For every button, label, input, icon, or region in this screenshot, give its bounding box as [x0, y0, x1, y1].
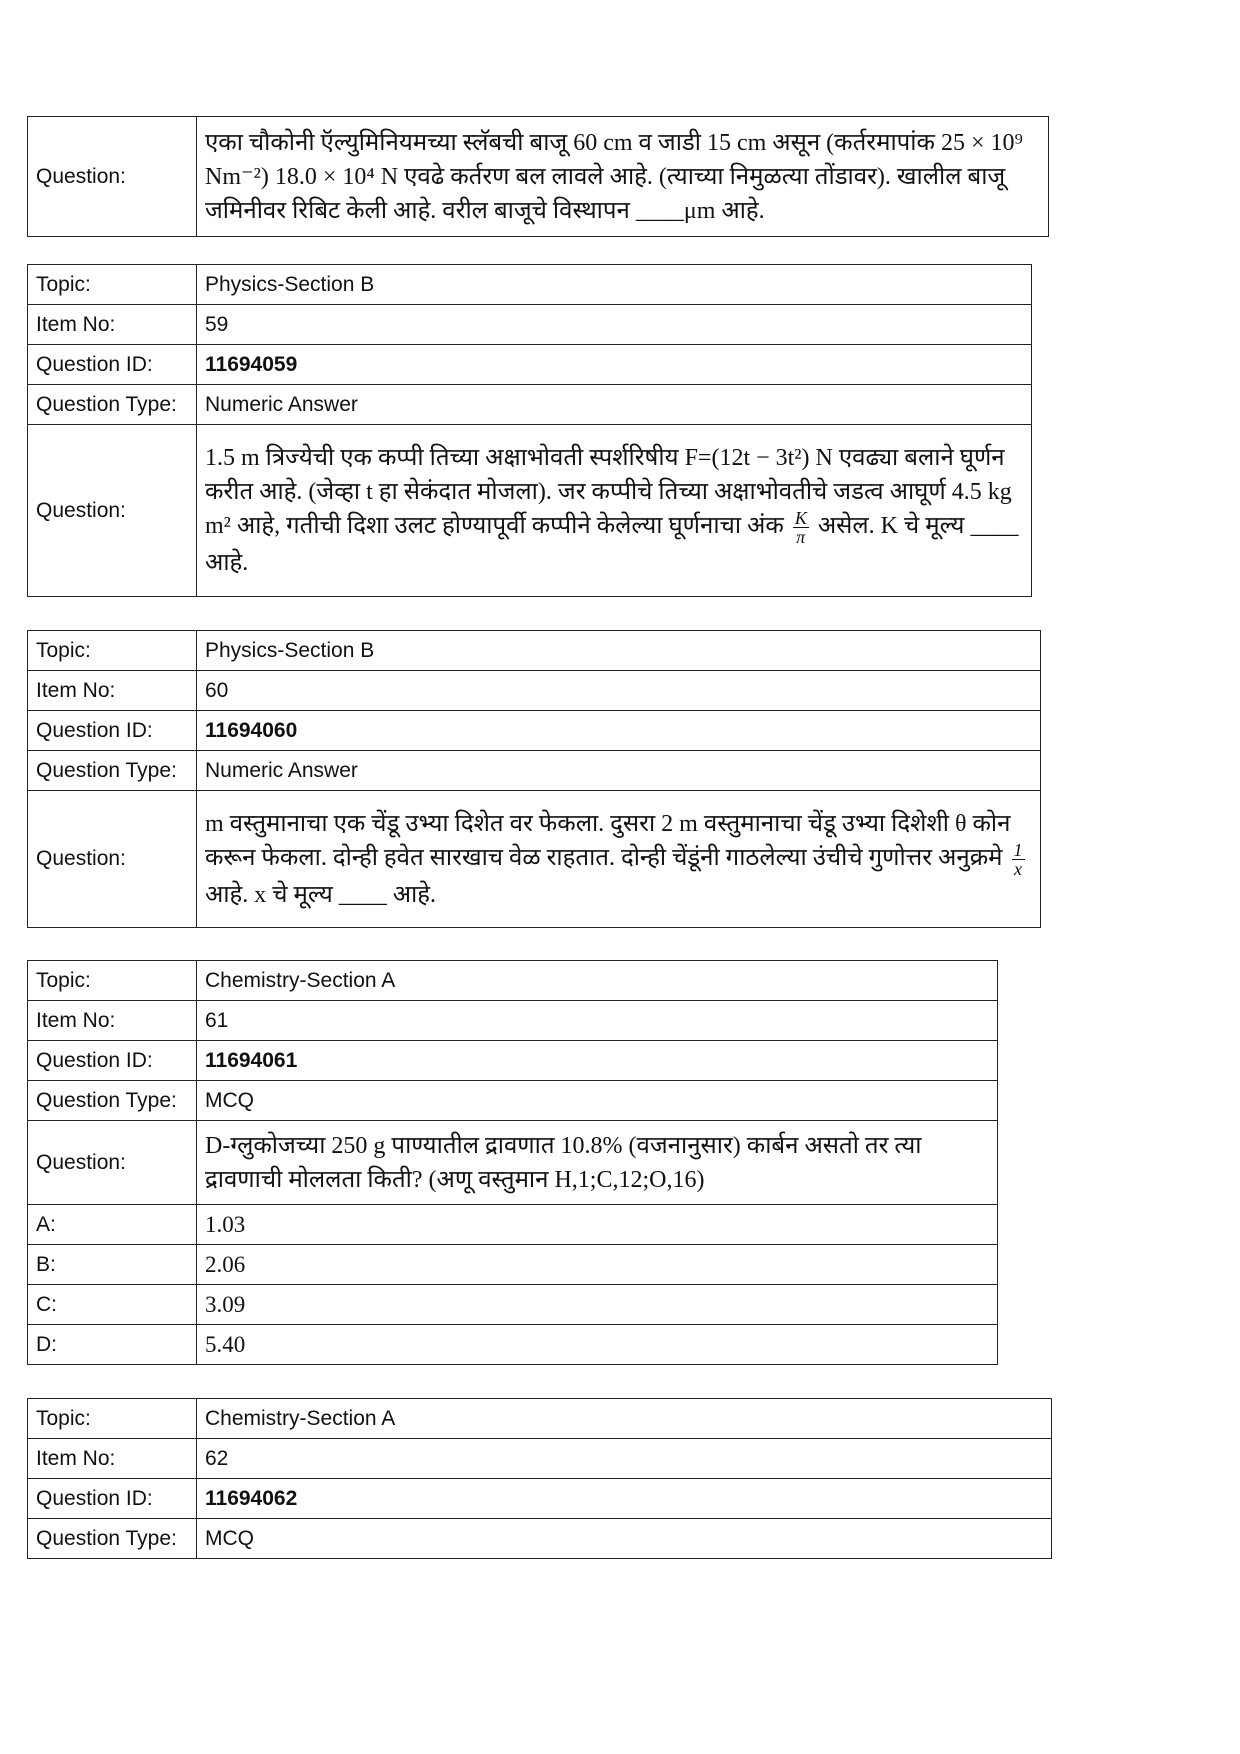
question-type-label: Question Type: [28, 751, 197, 791]
question-body: 1.5 m त्रिज्येची एक कप्पी तिच्या अक्षाभोवती स्पर्शरिषीय F=(12t − 3t²) N एवढ्या बलाने घूर्णन करीत आहे. (जेव्हा t हा सेकंदात मोजला). जर कप्पीचे तिच्या अक्षाभोवतीचे जडत्व आघूर्ण 4.5 kg m² आहे, गतीची दिशा उलट होण्यापूर्वी कप्पीने केलेल्या घूर्णनाचा अंक [205, 445, 1012, 540]
fraction [1012, 841, 1025, 878]
question-text: D-ग्लुकोजच्या 250 g पाण्यातील द्रावणात 10.8% (वजनानुसार) कार्बन असतो तर त्या द्रावणाची मोललता किती? (अणू वस्तुमान H,1;C,12;O,16) [197, 1121, 998, 1205]
fraction-denominator: x [1014, 858, 1022, 879]
topic-value: Chemistry-Section A [197, 961, 998, 1001]
question-type-value: Numeric Answer [197, 751, 1041, 791]
question-id-value: 11694062 [205, 1486, 298, 1510]
option-c-value: 3.09 [197, 1285, 998, 1325]
question-block-61 [27, 960, 998, 1365]
item-no-value: 59 [197, 305, 1032, 345]
item-no-value: 60 [197, 671, 1041, 711]
fraction-denominator: π [796, 527, 806, 547]
topic-label: Topic: [28, 631, 197, 671]
option-a-value: 1.03 [197, 1205, 998, 1245]
item-no-label: Item No: [28, 1439, 197, 1479]
question-tail: असेल. K चे मूल्य ____ आहे. [205, 513, 1019, 576]
option-c-label: C: [28, 1285, 197, 1325]
question-id-label: Question ID: [28, 1479, 197, 1519]
question-id-label: Question ID: [28, 711, 197, 751]
question-id-value: 11694059 [205, 352, 298, 376]
question-label: Question: [28, 425, 197, 597]
question-text [197, 425, 1032, 597]
question-block-62 [27, 1398, 1052, 1559]
topic-label: Topic: [28, 961, 197, 1001]
topic-label: Topic: [28, 1399, 197, 1439]
question-id-label: Question ID: [28, 1041, 197, 1081]
question-label: Question: [28, 117, 197, 237]
topic-label: Topic: [28, 265, 197, 305]
option-d-label: D: [28, 1325, 197, 1365]
fraction-numerator: K [794, 508, 807, 528]
question-text [197, 791, 1041, 928]
item-no-label: Item No: [28, 671, 197, 711]
item-no-label: Item No: [28, 1001, 197, 1041]
question-label: Question: [28, 791, 197, 928]
question-label: Question: [28, 1121, 197, 1205]
question-type-label: Question Type: [28, 1519, 197, 1559]
fraction-numerator: 1 [1013, 839, 1023, 860]
question-type-value: Numeric Answer [197, 385, 1032, 425]
question-type-value: MCQ [197, 1519, 1052, 1559]
topic-value: Chemistry-Section A [197, 1399, 1052, 1439]
question-type-value: MCQ [197, 1081, 998, 1121]
option-b-label: B: [28, 1245, 197, 1285]
item-no-value: 62 [197, 1439, 1052, 1479]
option-b-value: 2.06 [197, 1245, 998, 1285]
question-type-label: Question Type: [28, 1081, 197, 1121]
question-body: m वस्तुमानाचा एक चेंडू उभ्या दिशेत वर फेकला. दुसरा 2 m वस्तुमानाचा चेंडू उभ्या दिशेशी θ कोन करून फेकला. दोन्ही हवेत सारखाच वेळ राहतात. दोन्ही चेंडूंनी गाठलेल्या उंचीचे गुणोत्तर अनुक्रमे [205, 810, 1011, 871]
question-block-59 [27, 264, 1032, 597]
item-no-value: 61 [197, 1001, 998, 1041]
question-id-value: 11694060 [205, 718, 298, 742]
topic-value: Physics-Section B [197, 265, 1032, 305]
question-block-58 [27, 116, 1049, 237]
item-no-label: Item No: [28, 305, 197, 345]
question-id-value: 11694061 [205, 1048, 298, 1072]
question-id-label: Question ID: [28, 345, 197, 385]
option-d-value: 5.40 [197, 1325, 998, 1365]
fraction [793, 509, 809, 546]
question-tail: आहे. x चे मूल्य ____ आहे. [205, 881, 437, 908]
question-type-label: Question Type: [28, 385, 197, 425]
topic-value: Physics-Section B [197, 631, 1041, 671]
question-block-60 [27, 630, 1041, 928]
option-a-label: A: [28, 1205, 197, 1245]
question-text: एका चौकोनी ऍल्युमिनियमच्या स्लॅबची बाजू 60 cm व जाडी 15 cm असून (कर्तरमापांक 25 × 10⁹ Nm⁻²) 18.0 × 10⁴ N एवढे कर्तरण बल लावले आहे. (त्याच्या निमुळत्या तोंडावर). खालील बाजू जमिनीवर रिबिट केली आहे. वरील बाजूचे विस्थापन ____μm आहे. [197, 117, 1049, 237]
